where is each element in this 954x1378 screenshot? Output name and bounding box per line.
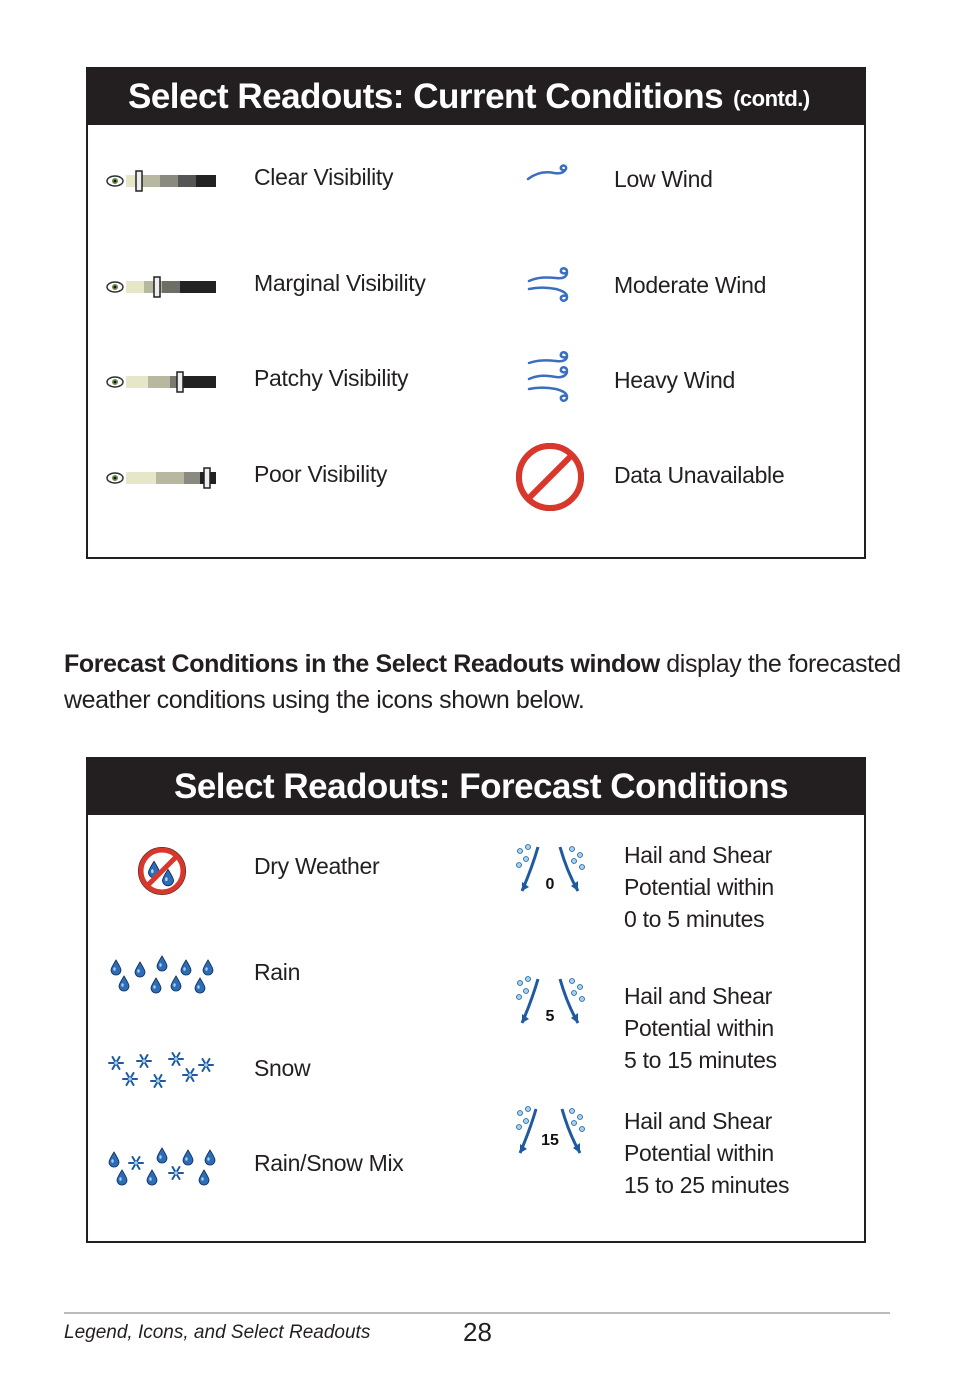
rain-snow-mix-icon xyxy=(106,1143,218,1191)
label-line1: Hail and Shear xyxy=(624,983,772,1009)
hail-shear-0-5-icon xyxy=(514,843,588,899)
label-line1: Hail and Shear xyxy=(624,1108,772,1134)
intro-paragraph xyxy=(64,646,904,718)
label-clear-visibility: Clear Visibility xyxy=(254,164,394,190)
label-line2: Potential within xyxy=(624,1140,774,1166)
heavy-wind-icon xyxy=(526,351,572,411)
label-hail-shear-5-15 xyxy=(624,980,777,1076)
panel-header xyxy=(88,69,864,125)
intro-bold: Forecast Conditions in the Select Readouts window xyxy=(64,650,660,678)
label-low-wind: Low Wind xyxy=(614,166,713,192)
patchy-visibility-icon xyxy=(106,370,218,394)
label-rain-snow-mix: Rain/Snow Mix xyxy=(254,1150,404,1176)
label-line3: 5 to 15 minutes xyxy=(624,1047,777,1073)
low-wind-icon xyxy=(526,163,572,187)
data-unavailable-icon xyxy=(512,439,588,515)
footer-divider xyxy=(64,1312,890,1314)
footer-section-title: Legend, Icons, and Select Readouts xyxy=(64,1322,371,1343)
label-hail-shear-0-5 xyxy=(624,839,774,935)
label-line3: 15 to 25 minutes xyxy=(624,1172,790,1198)
poor-visibility-icon xyxy=(106,466,218,490)
marginal-visibility-icon xyxy=(106,275,218,299)
panel-title: Select Readouts: Current Conditions xyxy=(128,77,724,116)
label-dry-weather: Dry Weather xyxy=(254,853,380,879)
current-conditions-panel xyxy=(86,67,866,559)
hail-digit-5: 5 xyxy=(545,1008,555,1025)
intro-text: display the forecasted weather conditions using the icons shown below. xyxy=(64,650,901,714)
panel-header xyxy=(88,759,864,815)
contd-label: (contd.) xyxy=(733,86,810,111)
hail-shear-15-25-icon xyxy=(514,1105,588,1161)
label-line3: 0 to 5 minutes xyxy=(624,906,765,932)
label-rain: Rain xyxy=(254,959,301,985)
label-patchy-visibility: Patchy Visibility xyxy=(254,365,409,391)
label-marginal-visibility: Marginal Visibility xyxy=(254,270,426,296)
label-line2: Potential within xyxy=(624,1015,774,1041)
clear-visibility-icon xyxy=(106,169,218,193)
label-hail-shear-15-25 xyxy=(624,1105,789,1201)
label-line1: Hail and Shear xyxy=(624,842,772,868)
moderate-wind-icon xyxy=(526,265,572,305)
hail-shear-5-15-icon xyxy=(514,975,588,1031)
label-line2: Potential within xyxy=(624,874,774,900)
hail-digit-15: 15 xyxy=(541,1132,559,1149)
label-poor-visibility: Poor Visibility xyxy=(254,461,388,487)
rain-icon xyxy=(106,953,218,997)
snow-icon xyxy=(106,1047,218,1095)
page-number: 28 xyxy=(463,1317,492,1347)
label-snow: Snow xyxy=(254,1055,311,1081)
forecast-conditions-panel xyxy=(86,757,866,1243)
hail-digit-0: 0 xyxy=(545,876,555,893)
panel-title: Select Readouts: Forecast Conditions xyxy=(174,767,789,806)
label-data-unavailable: Data Unavailable xyxy=(614,462,785,488)
label-heavy-wind: Heavy Wind xyxy=(614,367,735,393)
label-moderate-wind: Moderate Wind xyxy=(614,272,767,298)
dry-weather-icon xyxy=(136,845,188,897)
